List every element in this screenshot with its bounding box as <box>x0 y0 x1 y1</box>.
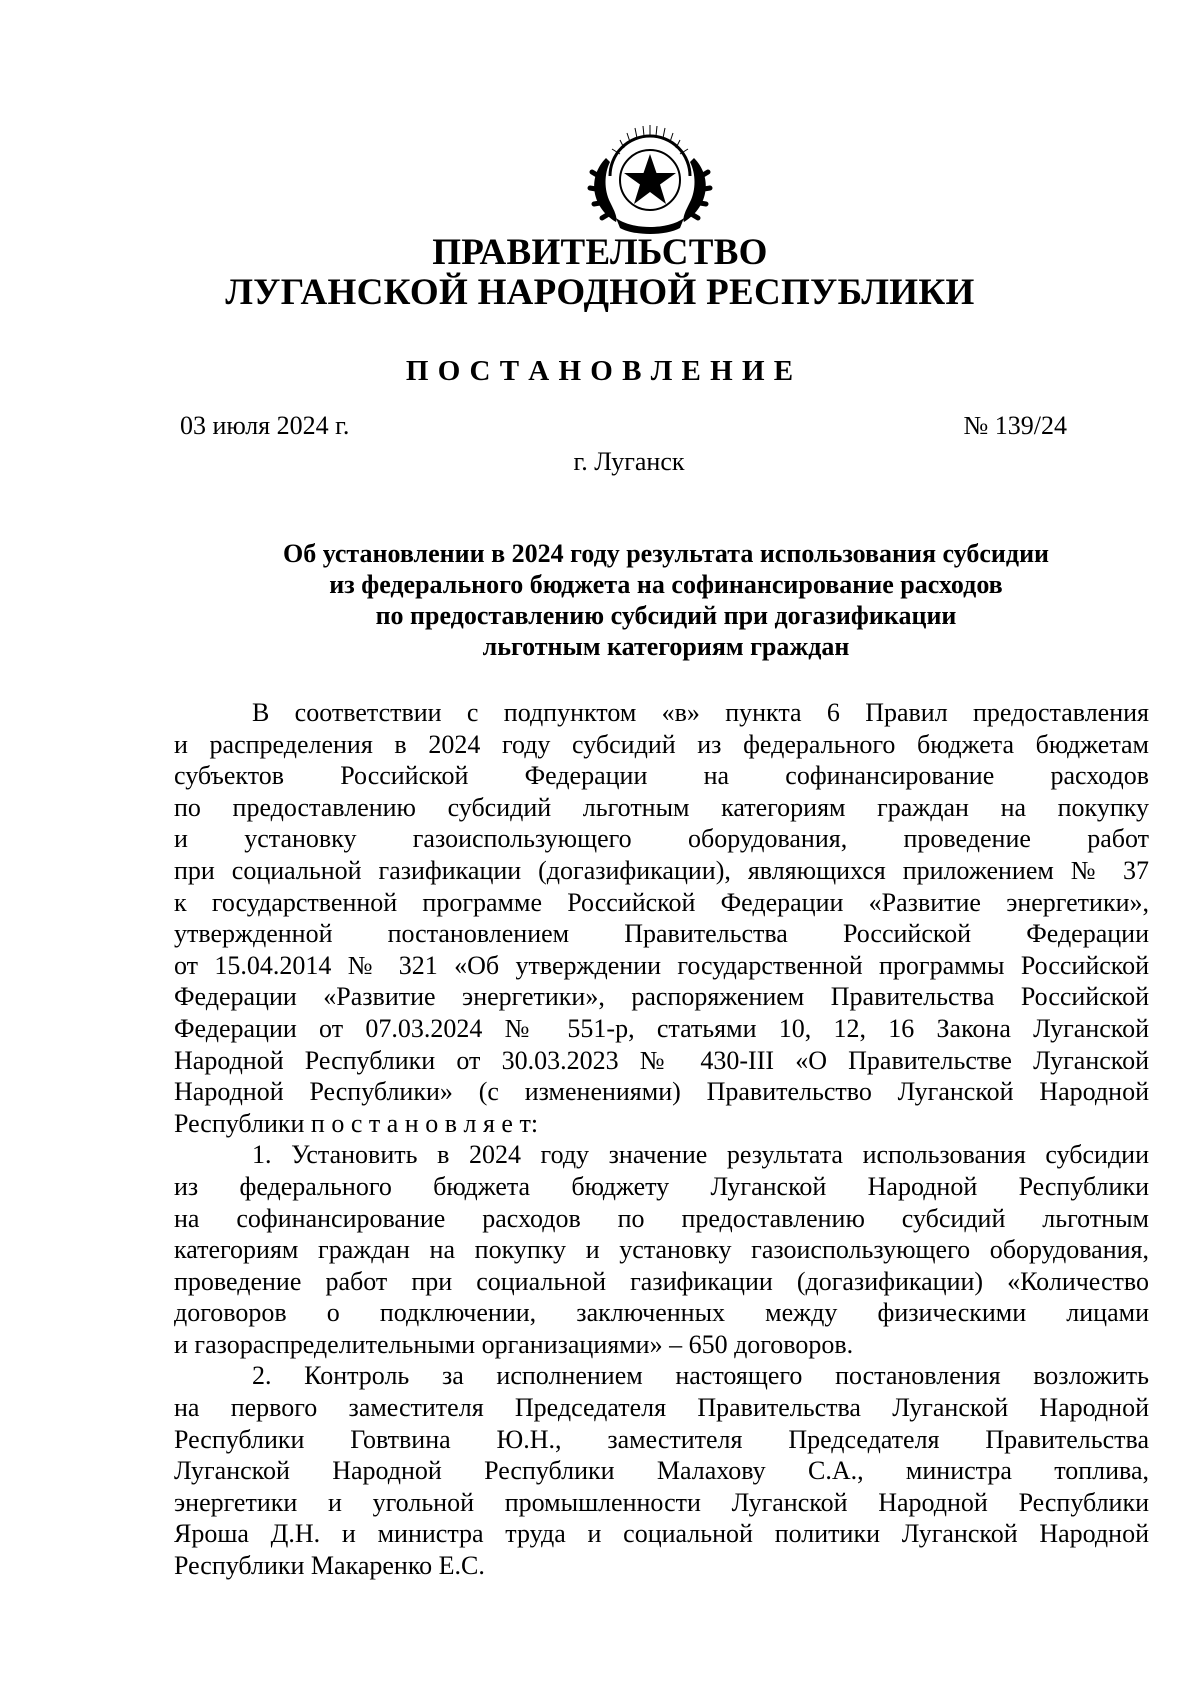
body-line: Народной Республики от 30.03.2023 № 430-III «О Правительстве Луганской <box>174 1045 1149 1075</box>
document-title <box>0 538 1200 662</box>
body-line: Республики Макаренко Е.С. <box>174 1551 485 1581</box>
body-line: и газораспределительными организациями» – 650 договоров. <box>174 1329 854 1359</box>
coat-of-arms-emblem <box>580 118 720 236</box>
body-line: договоров о подключении, заключенных между физическими лицами <box>174 1298 1149 1328</box>
body-line: по предоставлению субсидий льготным категориям граждан на покупку <box>174 792 1149 822</box>
body-line: от 15.04.2014 № 321 «Об утверждении государственной программы Российской <box>174 950 1149 980</box>
body-line: утвержденной постановлением Правительства Российской Федерации <box>174 919 1149 949</box>
document-type-heading: П О С Т А Н О В Л Е Н И Е <box>405 355 795 387</box>
body-line: Луганской Народной Республики Малахову С.А., министра топлива, <box>174 1456 1149 1486</box>
body-line: при социальной газификации (догазификации), являющихся приложением № 37 <box>174 855 1149 885</box>
body-line: к государственной программе Российской Федерации «Развитие энергетики», <box>174 887 1149 917</box>
body-line: Республики п о с т а н о в л я е т: <box>174 1108 539 1138</box>
body-line: 1. Установить в 2024 году значение результата использования субсидии <box>252 1140 1149 1170</box>
body-line: Федерации от 07.03.2024 № 551-р, статьями 10, 12, 16 Закона Луганской <box>174 1013 1149 1043</box>
title-line: по предоставлению субсидий при догазификации <box>375 601 957 630</box>
organization-name-line2: ЛУГАНСКОЙ НАРОДНОЙ РЕСПУБЛИКИ <box>225 272 975 313</box>
body-line: энергетики и угольной промышленности Луганской Народной Республики <box>174 1487 1149 1517</box>
document-body <box>174 697 1149 1582</box>
body-line: 2. Контроль за исполнением настоящего постановления возложить <box>252 1361 1149 1391</box>
title-line: льготным категориям граждан <box>482 632 850 661</box>
organization-name-line1: ПРАВИТЕЛЬСТВО <box>432 232 768 273</box>
body-line: на первого заместителя Председателя Правительства Луганской Народной <box>174 1393 1149 1423</box>
body-line: В соответствии с подпунктом «в» пункта 6 Правил предоставления <box>252 698 1149 727</box>
body-line: Республики Говтвина Ю.Н., заместителя Председателя Правительства <box>174 1424 1149 1454</box>
title-line: из федерального бюджета на софинансирование расходов <box>329 570 1003 599</box>
body-line: категориям граждан на покупку и установку газоиспользующего оборудования, <box>174 1235 1149 1265</box>
body-line: Народной Республики» (с изменениями) Правительство Луганской Народной <box>174 1077 1149 1107</box>
title-line: Об установлении в 2024 году результата использования субсидии <box>282 539 1050 568</box>
body-line: из федерального бюджета бюджету Луганской Народной Республики <box>174 1171 1149 1201</box>
body-line: субъектов Российской Федерации на софинансирование расходов <box>174 761 1149 791</box>
document-city: г. Луганск <box>573 447 685 476</box>
body-line: Федерации «Развитие энергетики», распоряжением Правительства Российской <box>174 982 1149 1012</box>
body-line: на софинансирование расходов по предоставлению субсидий льготным <box>174 1203 1149 1233</box>
body-line: и распределения в 2024 году субсидий из федерального бюджета бюджетам <box>174 729 1149 759</box>
body-line: Яроша Д.Н. и министра труда и социальной политики Луганской Народной <box>174 1519 1149 1549</box>
document-date: 03 июля 2024 г. <box>180 411 350 440</box>
body-line: проведение работ при социальной газификации (догазификации) «Количество <box>174 1266 1149 1296</box>
document-number: № 139/24 <box>963 411 1067 440</box>
body-line: и установку газоиспользующего оборудования, проведение работ <box>174 824 1149 854</box>
